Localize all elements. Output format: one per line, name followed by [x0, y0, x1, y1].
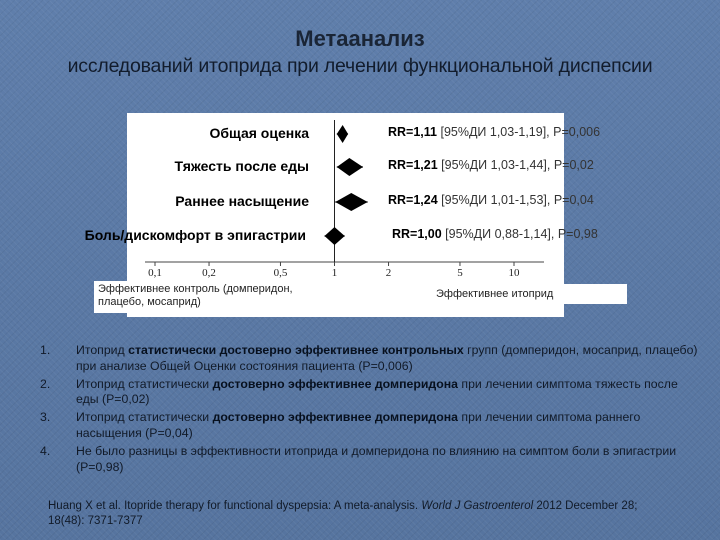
citation-text: Huang X et al. Itopride therapy for functional dyspepsia: A meta-analysis.: [48, 500, 419, 512]
study-row-label: Общая оценка: [209, 125, 309, 141]
rr-value: RR=1,00: [392, 227, 442, 241]
x-tick-label: 5: [457, 267, 463, 279]
x-tick-label: 1: [331, 267, 338, 279]
rr-value: RR=1,21: [388, 158, 438, 172]
rr-value: RR=1,24: [388, 193, 438, 207]
effect-diamond: [325, 227, 345, 245]
favours-control-label: Эффективнее контроль (домперидон, плацебо, мосаприд): [94, 281, 319, 313]
conclusion-number: 4.: [40, 444, 51, 459]
study-row-stats: RR=1,00 [95%ДИ 0,88-1,14], P=0,98: [392, 227, 598, 241]
x-tick-label: 0,5: [273, 267, 288, 279]
effect-diamond: [335, 193, 367, 211]
x-tick-label: 2: [385, 267, 392, 279]
favours-itopride-label: Эффективнее итоприд: [430, 284, 627, 304]
citation: [48, 499, 668, 529]
conclusion-item: 1. Итоприд статистически достоверно эффективнее контрольных групп (домперидон, мосаприд, плацебо) при анализе Общей Оценки состояния пациента (P=0,006): [40, 343, 698, 373]
study-row-stats: RR=1,21 [95%ДИ 1,03-1,44], P=0,02: [388, 158, 594, 172]
conclusion-number: 3.: [40, 410, 51, 425]
conclusions-list: [40, 343, 700, 478]
effect-diamond: [337, 125, 348, 143]
study-row-stats: RR=1,24 [95%ДИ 1,01-1,53], P=0,04: [388, 193, 594, 207]
conclusion-item: 4. Не было разницы в эффективности итоприда и домперидона по влиянию на симптом боли в эпигастрии (P=0,98): [40, 444, 677, 474]
conclusion-number: 2.: [40, 376, 51, 391]
effect-diamond: [337, 158, 363, 176]
x-tick-label: 10: [508, 267, 520, 279]
study-row-label: Тяжесть после еды: [174, 158, 309, 174]
slide-title: Метаанализ: [295, 26, 425, 51]
conclusion-item: 2. Итоприд статистически достоверно эффективнее домперидона при лечении симптома тяжесть после еды (P=0,02): [40, 376, 678, 407]
rr-value: RR=1,11: [388, 125, 437, 139]
slide-subtitle: исследований итоприда при лечении функциональной диспепсии: [67, 55, 653, 77]
citation-journal: World J Gastroenterol: [421, 500, 534, 512]
study-row-label: Боль/дискомфорт в эпигастрии: [84, 227, 306, 243]
conclusion-number: 1.: [40, 343, 51, 357]
citation-details: 2012 December 28; 18(48): 7371-7377: [48, 500, 638, 527]
study-row-stats: RR=1,11 [95%ДИ 1,03-1,19], P=0,006: [388, 125, 601, 139]
conclusion-item: 3. Итоприд статистически достоверно эффективнее домперидона при лечении симптома раннего насыщения (P=0,04): [40, 410, 641, 440]
x-tick-label: 0,2: [202, 267, 216, 279]
x-tick-label: 0,1: [148, 267, 162, 279]
study-row-label: Раннее насыщение: [175, 193, 309, 209]
